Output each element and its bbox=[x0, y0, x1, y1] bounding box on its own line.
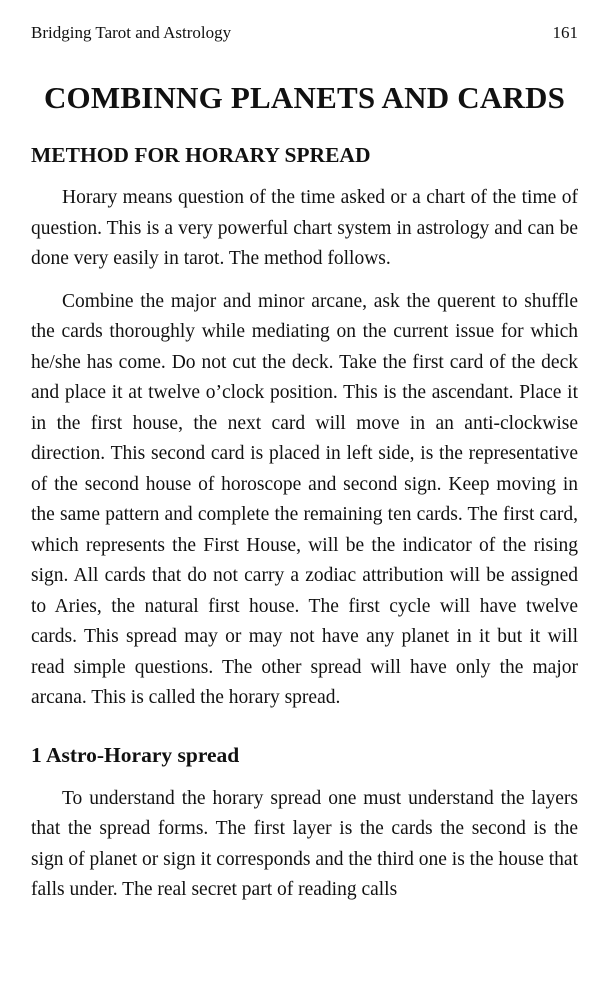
running-title: Bridging Tarot and Astrology bbox=[31, 23, 232, 42]
running-header bbox=[31, 22, 578, 44]
body-paragraph: Horary means question of the time asked or a chart of the time of question. This is a very powerful chart system in astrology and can be done very easily in tarot. The method follows. bbox=[31, 187, 578, 269]
body-paragraph: To understand the horary spread one must understand the layers that the spread forms. The first layer is the cards the second is the sign of planet or sign it corresponds and the third one is the house that falls under. The real secret part of reading calls bbox=[31, 787, 578, 900]
page-number: 161 bbox=[552, 23, 578, 42]
body-paragraph: Combine the major and minor arcane, ask the querent to shuffle the cards thoroughly while mediating on the current issue for which he/she has come. Do not cut the deck. Take the first card of the deck and place it at twelve o’clock position. This is the ascendant. Place it in the first house, the next card will move in an anti-clockwise direction. This second card is placed in left side, is the representative of the second house of horoscope and second sign. Keep moving in the same pattern and complete the remaining ten cards. The first card, which represents the First House, will be the indicator of the rising sign. All cards that do not carry a zodiac attribution will be assigned to Aries, the natural first house. The first cycle will have twelve cards. This spread may or may not have any planet in it but it will read simple questions. The other spread will have only the major arcana. This is called the horary spread. bbox=[31, 290, 578, 708]
subsection-heading: 1 Astro-Horary spread bbox=[31, 742, 240, 767]
chapter-title: COMBINNG PLANETS AND CARDS bbox=[43, 80, 566, 115]
section-heading: METHOD FOR HORARY SPREAD bbox=[31, 143, 371, 167]
